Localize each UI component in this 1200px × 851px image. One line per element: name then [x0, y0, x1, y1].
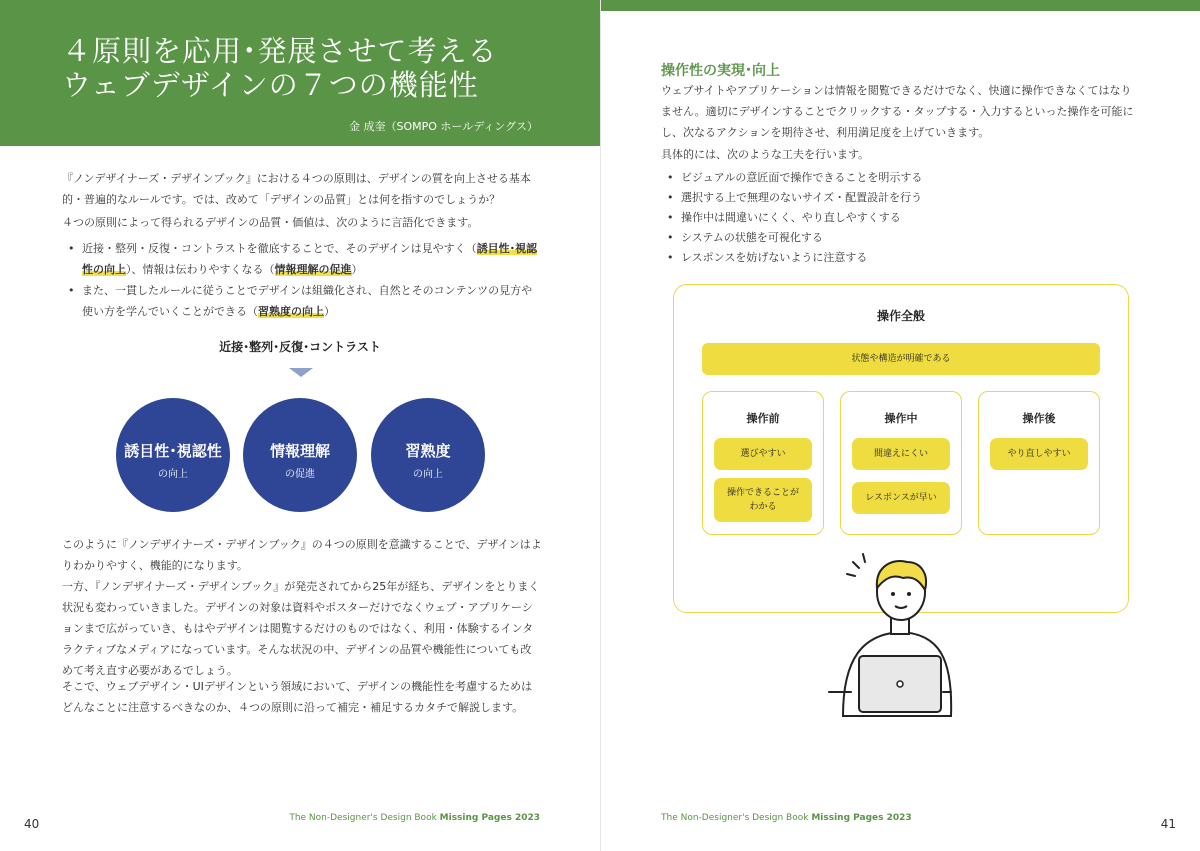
list-item: • ビジュアルの意匠面で操作できることを明示する	[661, 168, 1141, 188]
chip: やり直しやすい	[990, 438, 1088, 470]
footer-bold: Missing Pages 2023	[439, 813, 540, 823]
footer-book-title	[661, 813, 912, 823]
footer-bold: Missing Pages 2023	[811, 813, 912, 823]
list-item	[62, 238, 542, 280]
page-number: 41	[1160, 817, 1176, 831]
highlight: 情報理解の促進	[274, 263, 352, 276]
column-after	[978, 391, 1100, 535]
circle-main: 誘目性･視認性	[124, 442, 222, 460]
right-page	[600, 0, 1200, 851]
techniques-list	[661, 168, 1141, 268]
circle-visibility	[116, 398, 230, 512]
circle-understanding	[243, 398, 357, 512]
column-title: 操作中	[884, 412, 918, 425]
text: ）	[324, 305, 335, 318]
chip: 間違えにくい	[852, 438, 950, 470]
title-line-1: ４原則を応用･発展させて考える	[62, 34, 498, 68]
person-laptop-illustration	[823, 548, 953, 718]
diagram-label: 近接･整列･反復･コントラスト	[219, 340, 381, 354]
summary-paragraph: このように『ノンデザイナーズ・デザインブック』の４つの原則を意識することで、デザインはよりわかりやすく、機能的になります。	[62, 538, 542, 572]
section-heading: 操作性の実現･向上	[661, 63, 780, 79]
panel-title: 操作全般	[876, 309, 925, 323]
page-number: 40	[24, 817, 40, 831]
circle-sub: の向上	[413, 469, 443, 480]
page-title	[62, 34, 498, 102]
title-banner	[0, 0, 600, 146]
top-bar	[601, 0, 1200, 11]
circle-sub: の向上	[158, 469, 188, 480]
column-title: 操作後	[1022, 412, 1056, 425]
text: ）	[351, 263, 363, 276]
column-before	[702, 391, 824, 535]
column-during	[840, 391, 962, 535]
list-item: • 選択する上で無理のないサイズ・配置設計を行う	[661, 188, 1141, 208]
circle-sub: の促進	[285, 469, 315, 480]
list-item: • レスポンスを妨げないように注意する	[661, 248, 1141, 268]
list-item: • 操作中は間違いにくく、やり直しやすくする	[661, 208, 1141, 228]
footer-text: The Non-Designer's Design Book	[289, 813, 440, 823]
footer-book-title	[289, 813, 540, 823]
operability-paragraph: ウェブサイトやアプリケーションは情報を閲覧できるだけでなく、快適に操作できなくてはなりません。適切にデザインすることでクリックする・タップする・入力するといった操作を可能にし、次なるアクションを期待させ、利用満足度を上げていきます。	[661, 84, 1134, 139]
column-title: 操作前	[746, 412, 780, 425]
text: 近接・整列・反復・コントラストを徹底することで、そのデザインは見やすく（	[82, 242, 477, 255]
circle-proficiency	[371, 398, 485, 512]
footer-text: The Non-Designer's Design Book	[661, 813, 812, 823]
highlight: 誘目性･視認性の向上	[82, 242, 538, 276]
circle-main: 習熟度	[405, 442, 451, 460]
specifics-paragraph: 具体的には、次のような工夫を行います。	[661, 148, 870, 161]
text: ）、情報は伝わりやすくなる（	[126, 263, 275, 276]
highlight: 習熟度の向上	[258, 305, 324, 318]
context-paragraph: 一方、『ノンデザイナーズ・デザインブック』が発売されてから25年が経ち、デザインをとりまく状況も変わっていきました。デザインの対象は資料やポスターだけでなくウェブ・アプリケーションまで広がっていき、もはやデザインは閲覧するだけのものではなく、利用・体験するインタラクティブなメディアになっています。そんな状況の中、デザインの品質や機能性についても改めて考え直す必要があるでしょう。	[62, 580, 540, 677]
arrow-down-icon	[289, 368, 313, 377]
approach-paragraph: そこで、ウェブデザイン・UIデザインという領域において、デザインの機能性を考慮するためはどんなことに注意するべきなのか、４つの原則に沿って補完・補足するカタチで解説します。	[62, 680, 533, 714]
list-item: • システムの状態を可視化する	[661, 228, 1141, 248]
intro-paragraph: 『ノンデザイナーズ・デザインブック』における４つの原則は、デザインの質を向上させる基本的・普遍的なルールです。では、改めて「デザインの品質」とは何を指すのでしょうか？	[62, 172, 531, 206]
text: また、一貫したルールに従うことでデザインは組織化され、自然とそのコンテンツの見方や使い方を学んでいくことができる（	[82, 284, 533, 318]
author: 金 成奎（SOMPO ホールディングス）	[349, 120, 538, 133]
list-item	[62, 280, 542, 322]
title-line-2: ウェブデザインの７つの機能性	[62, 68, 479, 102]
chip: 選びやすい	[714, 438, 812, 470]
circle-main: 情報理解	[269, 442, 330, 460]
chip: レスポンスが早い	[852, 482, 950, 514]
chip: 操作できることが わかる	[714, 478, 812, 522]
quality-list	[62, 238, 542, 322]
quality-paragraph: ４つの原則によって得られるデザインの品質・価値は、次のように言語化できます。	[62, 216, 479, 229]
state-bar: 状態や構造が明確である	[702, 343, 1100, 375]
